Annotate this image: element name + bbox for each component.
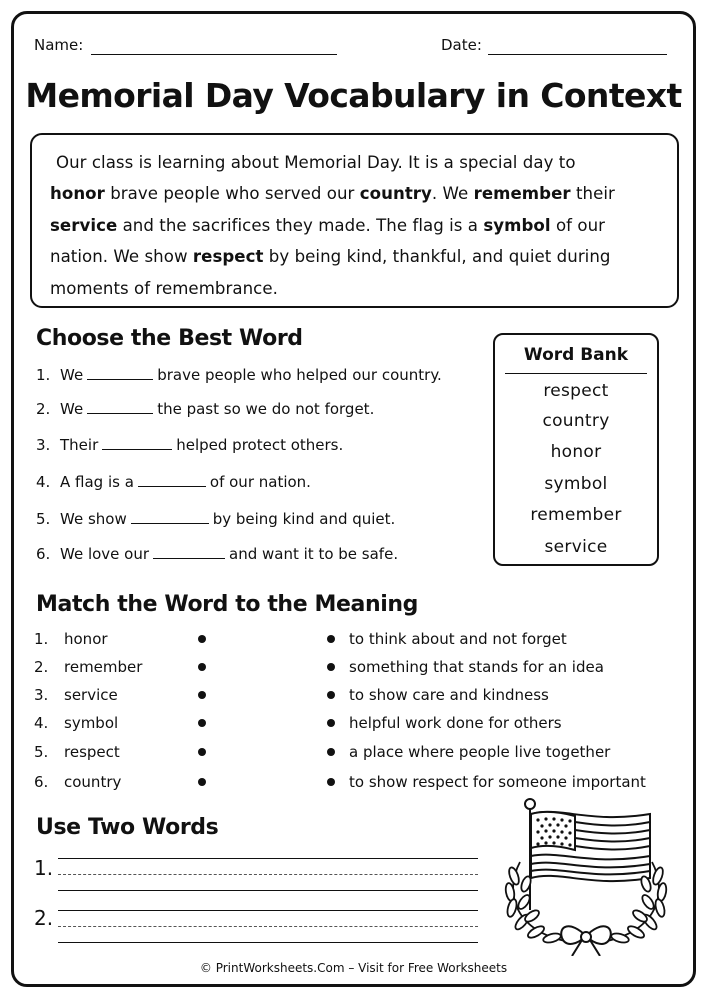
- item-number: 4.: [34, 714, 49, 732]
- match-dot-left[interactable]: [198, 748, 206, 756]
- vocab-word-symbol: symbol: [483, 215, 551, 235]
- match-meaning: to show care and kindness: [349, 686, 549, 704]
- word-bank-word: remember: [530, 505, 622, 525]
- match-dot-left[interactable]: [198, 691, 206, 699]
- match-word: service: [64, 686, 118, 704]
- fill-blank-item: [36, 510, 395, 528]
- sentence-start: A flag is a: [60, 473, 134, 491]
- match-word: remember: [64, 658, 143, 676]
- word-bank-word: honor: [550, 442, 602, 462]
- date-label: Date:: [441, 36, 482, 54]
- vocab-word-country: country: [359, 184, 432, 204]
- match-meaning: a place where people live together: [349, 743, 611, 761]
- match-dot-right[interactable]: [327, 719, 335, 727]
- writing-line[interactable]: [58, 890, 478, 891]
- sentence-start: We love our: [60, 545, 150, 563]
- vocab-word-service: service: [50, 215, 118, 235]
- vocab-word-honor: honor: [50, 184, 105, 204]
- sentence-start: We: [60, 366, 84, 384]
- passage-text: Our class is learning about Memorial Day. It is a special day to: [56, 153, 576, 172]
- passage-text: . We: [431, 184, 474, 204]
- match-dot-left[interactable]: [198, 719, 206, 727]
- flag-icon: [525, 799, 650, 910]
- sentence-end: of our nation.: [209, 473, 311, 491]
- match-meaning: to think about and not forget: [349, 630, 567, 648]
- sentence-start: Their: [60, 436, 99, 454]
- vocab-word-respect: respect: [192, 247, 264, 267]
- writing-guide-dashed: [58, 926, 478, 927]
- passage-text: and the sacrifices they made. The flag is a: [117, 215, 484, 235]
- match-dot-right[interactable]: [327, 635, 335, 643]
- flag-wreath-illustration: [500, 792, 672, 956]
- item-number: 2.: [34, 658, 49, 676]
- passage-line-5: [50, 273, 659, 304]
- match-row: [34, 743, 674, 765]
- match-meaning: something that stands for an idea: [349, 658, 604, 676]
- sentence-end: helped protect others.: [176, 436, 344, 454]
- reading-passage: [30, 133, 679, 308]
- word-bank-word: country: [542, 411, 610, 431]
- writing-line[interactable]: [58, 858, 478, 859]
- choose-section-title: Choose the Best Word: [36, 326, 303, 351]
- passage-text: moments of remembrance.: [50, 278, 278, 298]
- fill-blank-item: [36, 436, 343, 454]
- match-dot-right[interactable]: [327, 748, 335, 756]
- passage-line-4: [50, 241, 659, 272]
- fill-blank-item: [36, 400, 374, 418]
- word-bank-word: respect: [543, 381, 609, 401]
- item-number: 6.: [34, 773, 49, 791]
- match-meaning: helpful work done for others: [349, 714, 562, 732]
- answer-blank[interactable]: [102, 438, 172, 450]
- passage-text: by being kind, thankful, and quiet during: [263, 247, 611, 267]
- item-number: 3.: [34, 686, 49, 704]
- match-word: symbol: [64, 714, 119, 732]
- answer-blank[interactable]: [153, 547, 225, 559]
- item-number: 5.: [34, 743, 49, 761]
- passage-text: brave people who served our: [104, 184, 360, 204]
- match-word: country: [64, 773, 122, 791]
- sentence-end: and want it to be safe.: [229, 545, 399, 563]
- word-bank: [493, 333, 659, 566]
- answer-blank[interactable]: [87, 368, 153, 380]
- passage-text: nation. We show: [50, 247, 193, 267]
- sentence-end: by being kind and quiet.: [212, 510, 396, 528]
- match-word: respect: [64, 743, 120, 761]
- match-dot-right[interactable]: [327, 663, 335, 671]
- fill-blank-item: [36, 473, 311, 491]
- match-dot-right[interactable]: [327, 778, 335, 786]
- name-field-line: [91, 54, 337, 55]
- match-section-title: Match the Word to the Meaning: [36, 592, 418, 617]
- date-field-line: [488, 54, 667, 55]
- use-two-section-title: Use Two Words: [36, 815, 219, 840]
- bow-icon: [561, 926, 611, 956]
- item-number: 2.: [36, 400, 51, 418]
- fill-blank-item: [36, 366, 442, 384]
- answer-blank[interactable]: [131, 512, 209, 524]
- writing-guide-dashed: [58, 874, 478, 875]
- writing-number: 1.: [34, 856, 54, 880]
- match-row: [34, 630, 674, 652]
- writing-number: 2.: [34, 906, 54, 930]
- item-number: 4.: [36, 473, 51, 491]
- sentence-end: brave people who helped our country.: [157, 366, 442, 384]
- name-label: Name:: [34, 36, 84, 54]
- match-row: [34, 686, 674, 708]
- match-dot-left[interactable]: [198, 778, 206, 786]
- passage-text: of our: [550, 215, 606, 235]
- word-bank-word: service: [544, 537, 608, 557]
- sentence-end: the past so we do not forget.: [157, 400, 375, 418]
- worksheet-title: Memorial Day Vocabulary in Context: [25, 76, 682, 115]
- match-dot-right[interactable]: [327, 691, 335, 699]
- match-word: honor: [64, 630, 108, 648]
- writing-line[interactable]: [58, 942, 478, 943]
- sentence-start: We: [60, 400, 84, 418]
- match-row: [34, 658, 674, 680]
- item-number: 1.: [36, 366, 51, 384]
- answer-blank[interactable]: [87, 402, 153, 414]
- match-meaning: to show respect for someone important: [349, 773, 646, 791]
- match-row: [34, 714, 674, 736]
- word-bank-divider: [505, 373, 647, 374]
- fill-blank-item: [36, 545, 398, 563]
- passage-text: their: [570, 184, 615, 204]
- sentence-start: We show: [60, 510, 127, 528]
- word-bank-title: Word Bank: [523, 345, 629, 365]
- match-dot-left[interactable]: [198, 635, 206, 643]
- passage-line-2: [50, 178, 659, 209]
- answer-blank[interactable]: [138, 475, 206, 487]
- item-number: 1.: [34, 630, 49, 648]
- footer-credit: © PrintWorksheets.Com – Visit for Free Worksheets: [199, 961, 508, 975]
- match-dot-left[interactable]: [198, 663, 206, 671]
- vocab-word-remember: remember: [473, 184, 571, 204]
- passage-line-1: [50, 147, 659, 178]
- passage-line-3: [50, 210, 659, 241]
- item-number: 6.: [36, 545, 51, 563]
- writing-line[interactable]: [58, 910, 478, 911]
- item-number: 5.: [36, 510, 51, 528]
- word-bank-word: symbol: [544, 474, 608, 494]
- item-number: 3.: [36, 436, 51, 454]
